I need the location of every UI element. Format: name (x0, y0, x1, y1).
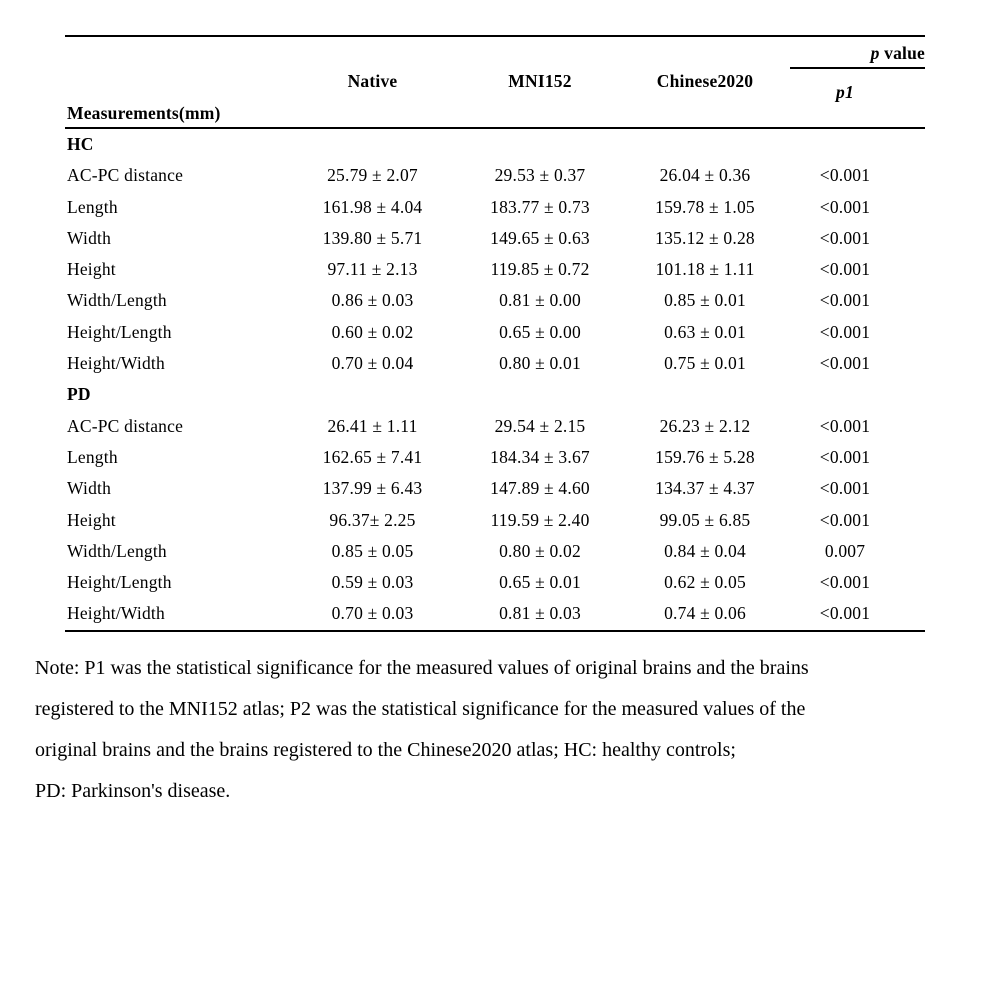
table-row (65, 536, 925, 567)
mni152-value: 0.80 ± 0.01 (499, 353, 581, 374)
row-label: Width/Length (67, 290, 167, 311)
row-label: Height/Width (67, 603, 165, 624)
native-value: 96.37± 2.25 (329, 509, 416, 530)
table-row (65, 254, 925, 285)
row-label: Height (67, 509, 116, 530)
p-value-word: value (879, 43, 925, 63)
p1-value: <0.001 (819, 478, 871, 499)
table-row (65, 348, 925, 379)
chinese2020-value: 0.63 ± 0.01 (664, 321, 746, 342)
mni152-value: 147.89 ± 4.60 (490, 478, 590, 499)
chinese2020-value: 101.18 ± 1.11 (655, 259, 755, 280)
section-label: HC (67, 134, 94, 154)
row-label: Width (67, 478, 112, 499)
section-row (65, 379, 925, 410)
mni152-value: 183.77 ± 0.73 (490, 196, 590, 217)
table-row (65, 160, 925, 191)
mni152-value: 0.65 ± 0.00 (499, 321, 581, 342)
mni152-value: 149.65 ± 0.63 (490, 227, 590, 248)
native-value: 0.85 ± 0.05 (331, 540, 414, 561)
mni152-value: 0.81 ± 0.00 (499, 290, 581, 311)
note-line: original brains and the brains registered to the Chinese2020 atlas; HC: healthy controls; (35, 739, 736, 761)
table-row (65, 505, 925, 536)
table-row (65, 411, 925, 442)
p1-value: <0.001 (819, 321, 871, 342)
column-header-p1: p1 (836, 82, 854, 102)
chinese2020-value: 0.62 ± 0.05 (664, 572, 746, 593)
mni152-value: 184.34 ± 3.67 (490, 446, 590, 467)
note-line: PD: Parkinson's disease. (35, 780, 231, 802)
p1-value: <0.001 (819, 415, 871, 436)
chinese2020-value: 135.12 ± 0.28 (655, 227, 755, 248)
row-label: Height/Width (67, 353, 165, 374)
native-value: 0.70 ± 0.04 (331, 353, 414, 374)
chinese2020-value: 0.84 ± 0.04 (664, 540, 746, 561)
chinese2020-value: 159.76 ± 5.28 (655, 446, 755, 467)
chinese2020-value: 134.37 ± 4.37 (655, 478, 755, 499)
chinese2020-value: 159.78 ± 1.05 (655, 196, 755, 217)
p1-value: <0.001 (819, 509, 871, 530)
native-value: 25.79 ± 2.07 (327, 165, 418, 186)
chinese2020-value: 0.74 ± 0.06 (664, 603, 746, 624)
p1-value: <0.001 (819, 603, 871, 624)
table-row (65, 598, 925, 629)
row-label: Length (67, 196, 118, 217)
native-value: 0.70 ± 0.03 (331, 603, 414, 624)
native-value: 0.60 ± 0.02 (331, 321, 414, 342)
mni152-value: 0.65 ± 0.01 (499, 572, 581, 593)
section-row (65, 129, 925, 160)
p1-value: 0.007 (824, 540, 866, 561)
mni152-value: 0.80 ± 0.02 (499, 540, 581, 561)
row-label: Height (67, 259, 116, 280)
chinese2020-value: 0.75 ± 0.01 (664, 353, 746, 374)
p-value-group-rule (790, 67, 925, 69)
native-value: 26.41 ± 1.11 (327, 415, 418, 436)
row-label: Width (67, 227, 112, 248)
measurements-table (65, 35, 925, 632)
chinese2020-value: 26.04 ± 0.36 (659, 165, 751, 186)
table-body (65, 129, 925, 632)
p1-value: <0.001 (819, 290, 871, 311)
table-header (65, 37, 925, 129)
p1-value: <0.001 (819, 259, 871, 280)
column-header-chinese2020: Chinese2020 (656, 71, 754, 91)
table-row (65, 192, 925, 223)
mni152-value: 119.59 ± 2.40 (490, 509, 590, 530)
section-label: PD (67, 384, 91, 405)
note-line: registered to the MNI152 atlas; P2 was the statistical significance for the measured values of the (35, 698, 806, 720)
p-symbol: p (870, 43, 880, 63)
table-row (65, 223, 925, 254)
p1-value: <0.001 (819, 227, 871, 248)
table-row (65, 317, 925, 348)
native-value: 97.11 ± 2.13 (327, 259, 418, 280)
p1-value: <0.001 (819, 446, 871, 467)
native-value: 0.59 ± 0.03 (331, 572, 414, 593)
row-label: AC-PC distance (67, 415, 184, 436)
table-row (65, 567, 925, 598)
mni152-value: 0.81 ± 0.03 (499, 603, 581, 624)
row-label: Width/Length (67, 540, 167, 561)
native-value: 0.86 ± 0.03 (331, 290, 414, 311)
native-value: 162.65 ± 7.41 (322, 446, 423, 467)
table-note (35, 648, 809, 812)
chinese2020-value: 0.85 ± 0.01 (664, 290, 746, 311)
column-header-mni152: MNI152 (508, 71, 572, 91)
note-line: Note: P1 was the statistical significance for the measured values of original brains and the brains (35, 657, 809, 679)
table-row (65, 285, 925, 316)
row-label: Height/Length (67, 572, 172, 593)
column-header-native: Native (347, 71, 398, 91)
p1-value: <0.001 (819, 196, 871, 217)
p1-value: <0.001 (819, 353, 871, 374)
chinese2020-value: 26.23 ± 2.12 (659, 415, 751, 436)
column-group-header-p-value (725, 43, 925, 64)
p1-value: <0.001 (819, 165, 871, 186)
mni152-value: 29.54 ± 2.15 (494, 415, 586, 436)
row-label: Length (67, 446, 118, 467)
column-header-measurements: Measurements(mm) (67, 103, 221, 123)
mni152-value: 29.53 ± 0.37 (494, 165, 586, 186)
p1-value: <0.001 (819, 572, 871, 593)
mni152-value: 119.85 ± 0.72 (490, 259, 590, 280)
chinese2020-value: 99.05 ± 6.85 (659, 509, 751, 530)
table-row (65, 473, 925, 504)
table-row (65, 442, 925, 473)
row-label: Height/Length (67, 321, 172, 342)
row-label: AC-PC distance (67, 165, 184, 186)
native-value: 139.80 ± 5.71 (322, 227, 423, 248)
native-value: 137.99 ± 6.43 (322, 478, 423, 499)
native-value: 161.98 ± 4.04 (322, 196, 423, 217)
